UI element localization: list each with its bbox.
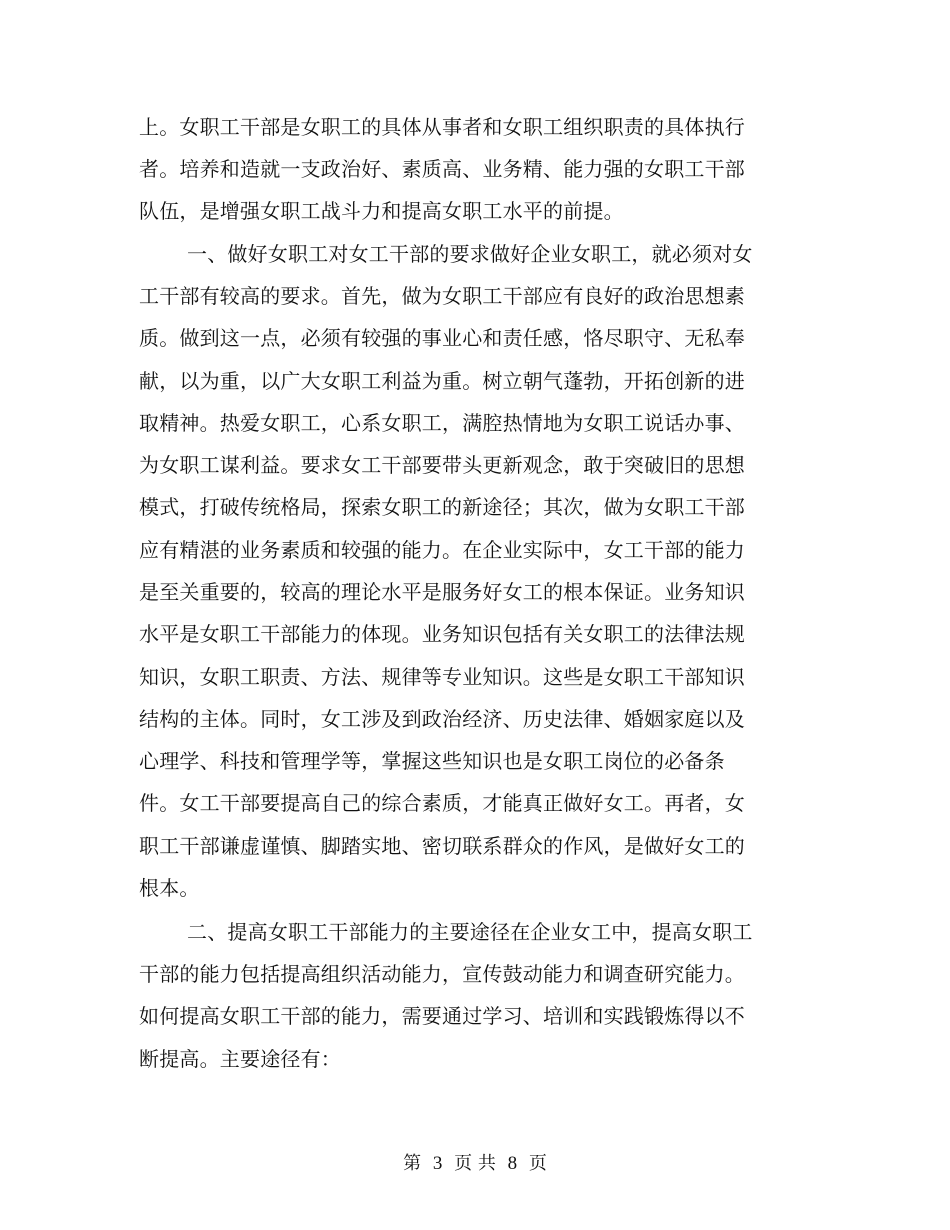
- text-line: 质。做到这一点，必须有较强的事业心和责任感，恪尽职守、无私奉: [139, 326, 745, 350]
- text-line: 上。女职工干部是女职工的具体从事者和女职工组织职责的具体执行: [139, 115, 745, 139]
- page-footer: [0, 1151, 950, 1177]
- page-prefix: 第: [403, 1153, 422, 1174]
- text-line: 献，以为重，以广大女职工利益为重。树立朝气蓬勃，开拓创新的进: [139, 369, 745, 393]
- page-number: 3: [432, 1153, 443, 1174]
- text-line: 队伍，是增强女职工战斗力和提高女职工水平的前提。: [139, 199, 624, 223]
- text-line: 水平是女职工干部能力的体现。业务知识包括有关女职工的法律法规: [139, 622, 745, 646]
- text-line: 如何提高女职工干部的能力，需要通过学习、培训和实践锻炼得以不: [139, 1004, 745, 1028]
- text-line: 二、提高女职工干部能力的主要途径在企业女工中，提高女职工: [187, 920, 753, 944]
- text-line: 断提高。主要途径有：: [139, 1047, 341, 1071]
- total-pages: 8: [507, 1153, 518, 1174]
- text-line: 工干部有较高的要求。首先，做为女职工干部应有良好的政治思想素: [139, 284, 745, 308]
- text-line: 一、做好女职工对女工干部的要求做好企业女职工，就必须对女: [187, 242, 753, 266]
- page-middle: 页 共: [454, 1153, 496, 1174]
- text-line: 应有精湛的业务素质和较强的能力。在企业实际中，女工干部的能力: [139, 538, 745, 562]
- text-line: 结构的主体。同时，女工涉及到政治经济、历史法律、婚姻家庭以及: [139, 707, 745, 731]
- text-line: 取精神。热爱女职工，心系女职工，满腔热情地为女职工说话办事、: [139, 411, 745, 435]
- text-line: 件。女工干部要提高自己的综合素质，才能真正做好女工。再者，女: [139, 791, 745, 815]
- text-line: 为女职工谋利益。要求女工干部要带头更新观念，敢于突破旧的思想: [139, 453, 745, 477]
- text-line: 干部的能力包括提高组织活动能力，宣传鼓动能力和调查研究能力。: [139, 962, 745, 986]
- text-line: 者。培养和造就一支政治好、素质高、业务精、能力强的女职工干部: [139, 157, 745, 181]
- text-line: 根本。: [139, 876, 200, 900]
- text-line: 是至关重要的，较高的理论水平是服务好女工的根本保证。业务知识: [139, 580, 745, 604]
- text-line: 知识，女职工职责、方法、规律等专业知识。这些是女职工干部知识: [139, 665, 745, 689]
- page-suffix: 页: [528, 1153, 547, 1174]
- text-line: 职工干部谦虚谨慎、脚踏实地、密切联系群众的作风，是做好女工的: [139, 834, 745, 858]
- text-line: 心理学、科技和管理学等，掌握这些知识也是女职工岗位的必备条: [139, 749, 725, 773]
- text-line: 模式，打破传统格局，探索女职工的新途径；其次，做为女职工干部: [139, 495, 745, 519]
